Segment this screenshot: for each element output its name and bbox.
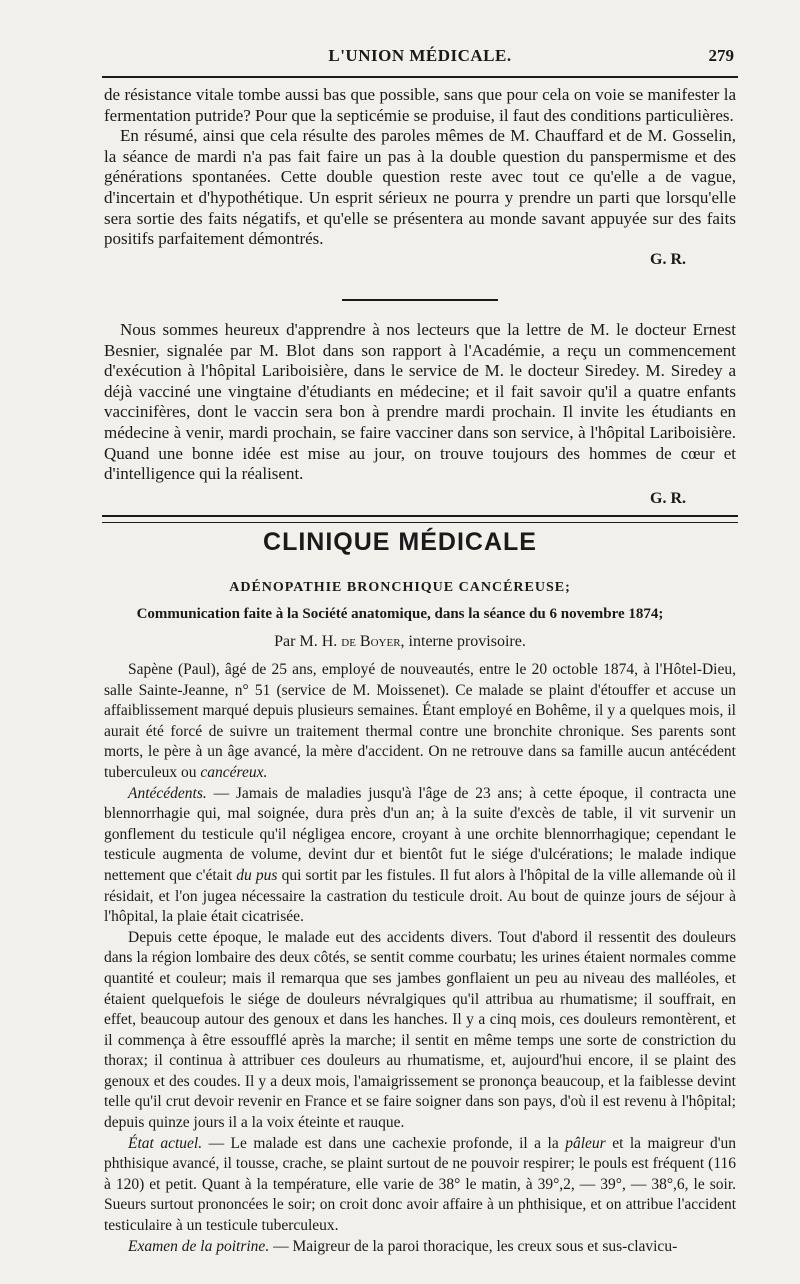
page-header [102,40,738,74]
clinical-case [104,660,736,1257]
italic-term: pâleur [565,1134,606,1152]
author-prefix: Par M. H. [274,633,338,650]
antecedents-text: — Jamais de maladies jusqu'à l'âge de 23 ans; à cette époque, il contracta une blennorrhagie qui, mal soignée, dura près d'un an; à la suite d'excès de table, il vit survenir un gonflement du testicule qu'il négligea encore, croyant à une orchite blennorrhagique; cependant le testicule augmenta de volume, devint dur et bientôt fut le siége d'ulcérations; le malade indique nettement que c'était [104,784,736,884]
etat-text-cont: et la maigreur d'un phthisique avancé, il tousse, crache, se plaint surtout de ne pouvoir respirer; le pouls est fréquent (116 à 120) et petit. Quant à la température, elle varie de 38° le matin, à 39°,2, — 39°, — 38°,6, le soir. Sueurs surtout prononcées le soir; on croit donc avoir affaire à un phthisique, et on attribue l'accident testiculaire à un testicule tuberculeux. [104,1134,737,1235]
examen-text: — Maigreur de la paroi thoracique, les creux sous et sus-clavicu- [269,1237,678,1255]
paragraph [104,784,736,928]
etat-text: — Le malade est dans une cachexie profonde, il a la [202,1134,566,1152]
paragraph: Nous sommes heureux d'apprendre à nos lecteurs que la lettre de M. le docteur Ernest Besnier, signalée par M. Blot dans son rapport à l'Académie, a reçu un commencement d'exécution à l'hôpital Lariboisière, dans le service de M. le docteur Siredey. M. Siredey a déjà vacciné une vingtaine d'étudiants en médecine; et il fait savoir qu'il a quatre enfants vaccinifères, dont le vaccin sera bon à prendre mardi prochain. Il invite les étudiants en médecine à venir, mardi prochain, se faire vacciner dans son service, à l'hôpital Lariboisière. Quand une bonne idée est mise au jour, on trouve toujours des hommes de cœur et d'intelligence qui la réalisent. [104,320,736,484]
paragraph: de résistance vitale tombe aussi bas que possible, sans que pour cela on voie se manifester la fermentation putride? Pour que la septicémie se produise, il faut des conditions particulières. [104,85,736,125]
article-communication: Communication faite à la Société anatomique, dans la séance du 6 novembre 1874; [136,606,664,622]
antecedents-text-cont: qui sortit par les fistules. Il fut alors à l'hôpital de la ville allemande où il résidait, et l'on jugea nécessaire la castration du testicule droit. Au bout de quinze jours de séjour à l'hôpital, la plaie était cicatrisée. [104,866,736,926]
subheading-examen: Examen de la poitrine. [128,1237,270,1255]
running-title: L'UNION MÉDICALE. [328,46,512,65]
author-suffix: , interne provisoire. [400,633,526,650]
paragraph: En résumé, ainsi que cela résulte des paroles mêmes de M. Chauffard et de M. Gosselin, la séance de mardi n'a pas fait faire un pas à la double question du panspermisme et des générations spontanées. Cette double question reste avec tout ce qu'elle a de vague, d'incertain et d'hypothétique. Un esprit sérieux ne pourra y prendre un parti que lorsqu'elle sera sortie des faits négatifs, et qu'elle se présentera au monde savant appuyée sur des faits positifs parfaitement démontrés. [104,126,736,249]
paragraph: Depuis cette époque, le malade eut des accidents divers. Tout d'abord il ressentit des douleurs dans la région lombaire des deux côtés, se sentit comme courbatu; les urines étaient normales comme quantité et couleur; mais il remarqua que ses jambes gonflaient un peu au niveau des malléoles, et étaient quelquefois le siége de douleurs névralgiques qu'il attribua au rhumatisme; il souffrait, en effet, beaucoup autour des genoux et dans les hanches. Il y a cinq mois, ces douleurs remontèrent, et il commença à être essoufflé après la marche; il sentit en même temps une sorte de constriction du thorax; il continua à attribuer ces douleurs au rhumatisme, et, aujourd'hui encore, il se plaint des genoux et des coudes. Il y a deux mois, l'amaigrissement se prononça beaucoup, et la faiblesse devint telle qu'il crut devoir revenir en France et se faire soigner dans son pays, d'où il est revenu à l'hôpital; depuis quinze jours il a la voix éteinte et rauque. [104,928,736,1132]
double-rule [102,515,738,523]
article-title: ADÉNOPATHIE BRONCHIQUE CANCÉREUSE; [229,580,571,595]
header-rule [102,76,738,78]
section-title: CLINIQUE MÉDICALE [263,528,537,556]
italic-term: du pus [236,866,278,884]
article-author [0,633,800,651]
signature: G. R. [650,250,686,268]
section-divider [342,299,498,301]
signature: G. R. [650,489,686,507]
paragraph [104,1134,736,1237]
paragraph [104,660,736,784]
case-intro: Sapène (Paul), âgé de 25 ans, employé de nouveautés, entre le 20 octoble 1874, à l'Hôtel-Dieu, salle Sainte-Jeanne, n° 51 (service de M. Moissenet). Ce malade se plaint d'étouffer et accuse un affaiblissement marqué depuis plusieurs semaines. Étant employé en Bohême, il y a quelques mois, il aurait été forcé de suivre un traitement thermal contre une bronchite chronique. Ses parents sont morts, le père à un âge avancé, la mère d'accident. On ne retrouve dans sa famille aucun antécédent tuberculeux ou [104,661,736,781]
page-number: 279 [708,46,734,65]
subheading-antecedents: Antécédents. [128,784,207,802]
paragraph [104,1237,736,1258]
section-vaccination [104,320,736,509]
italic-term: cancéreux. [200,763,268,781]
subheading-etat-actuel: État actuel. [128,1134,203,1152]
section-septicemie [104,85,736,270]
author-name: de Boyer [341,633,401,650]
